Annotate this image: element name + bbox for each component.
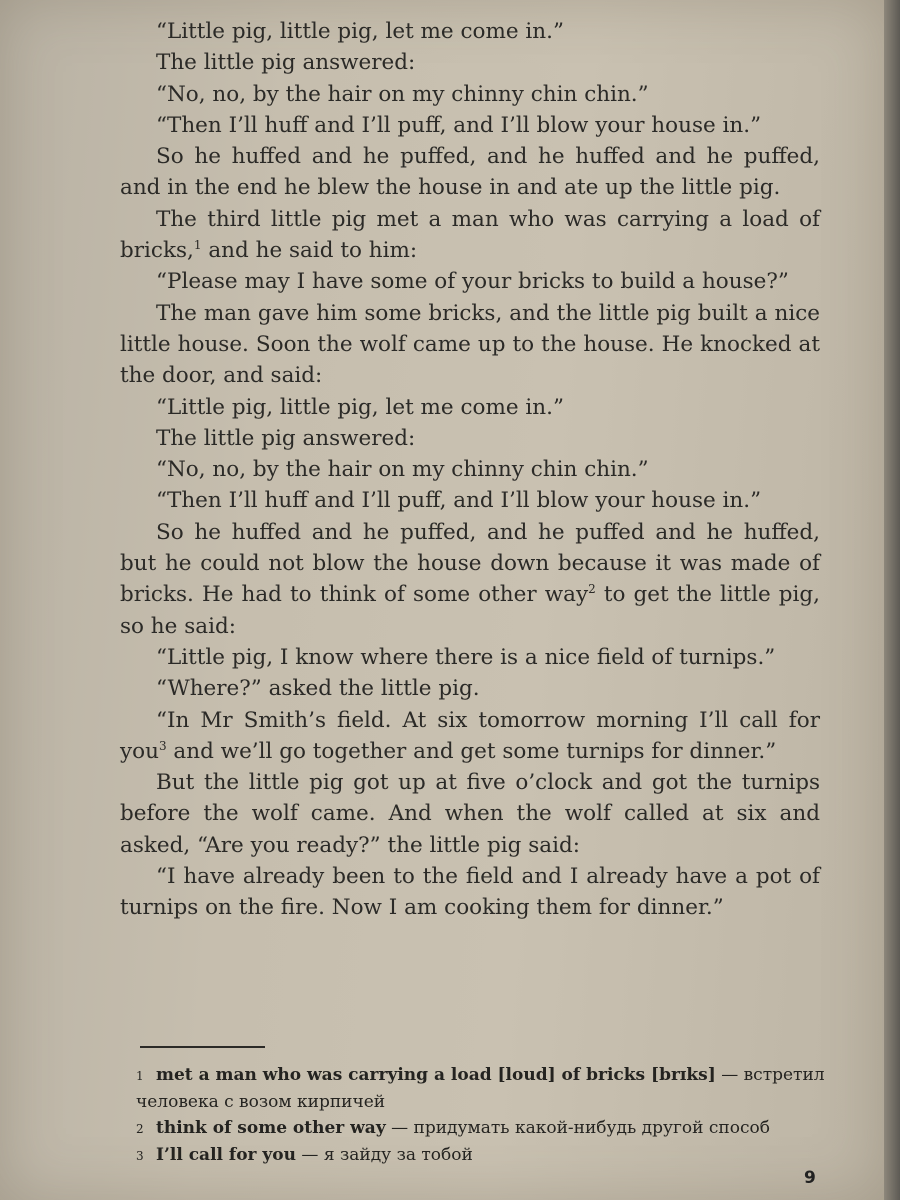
footnote xyxy=(136,1062,826,1115)
footnote-translation: — я зайду за тобой xyxy=(296,1145,473,1165)
paragraph: “Then I’ll huff and I’ll puff, and I’ll blow your house in.” xyxy=(156,112,762,138)
paragraph: “Little pig, little pig, let me come in.” xyxy=(156,19,564,44)
paragraph: “Little pig, I know where there is a nice field of turnips.” xyxy=(156,644,776,670)
paragraph: “Little pig, little pig, let me come in.” xyxy=(156,394,564,420)
paragraph xyxy=(120,705,820,768)
footnote-phrase: met a man who was carrying a load [loud] of bricks [brɪks] xyxy=(156,1065,716,1085)
paragraph-text: So he huffed and he puffed, and he puffed and he huffed, but he could not blow the house down because it was made of bricks. He had to think of some other way xyxy=(120,519,820,608)
page-number: 9 xyxy=(804,1168,816,1188)
footnote-phrase: think of some other way xyxy=(156,1118,386,1138)
footnote-ref: 2 xyxy=(588,582,596,597)
paragraph: The man gave him some bricks, and the little pig built a nice little house. Soon the wolf came up to the house. He knocked at the door, and said: xyxy=(120,300,820,389)
footnote-phrase: I’ll call for you xyxy=(156,1145,297,1165)
footnote xyxy=(136,1142,826,1169)
paragraph-text: The third little pig met a man who was carrying a load of bricks, xyxy=(120,206,820,264)
footnote-number: 1 xyxy=(136,1069,144,1083)
paragraph-text: and we’ll go together and get some turnips for dinner.” xyxy=(166,738,777,764)
footnote-translation: — придумать какой-нибудь другой способ xyxy=(385,1118,770,1138)
footnote-translation: — встретил человека с возом кирпичей xyxy=(136,1065,825,1112)
footnote-ref: 3 xyxy=(158,738,167,753)
page-edge xyxy=(884,0,900,1200)
paragraph: The little pig answered: xyxy=(156,425,416,451)
paragraph: But the little pig got up at five o’clock and got the turnips before the wolf came. And when the wolf called at six and asked, “Are you ready?” the little pig said: xyxy=(120,770,820,858)
footnote-number: 2 xyxy=(136,1122,144,1136)
paragraph-text: and he said to him: xyxy=(201,238,418,264)
story-text xyxy=(120,16,820,924)
paragraph: So he huffed and he puffed, and he huffed and he puffed, and in the end he blew the house in and ate up the little pig. xyxy=(120,144,820,201)
footnote-ref: 1 xyxy=(193,237,202,252)
paragraph-text: “In Mr Smith’s field. At six tomorrow morning I’ll call for you xyxy=(120,707,820,764)
paragraph: “Then I’ll huff and I’ll puff, and I’ll blow your house in.” xyxy=(156,488,762,514)
paragraph: “I have already been to the field and I already have a pot of turnips on the fire. Now I am cooking them for dinner.” xyxy=(120,864,820,921)
footnotes xyxy=(136,1062,826,1169)
paragraph: “No, no, by the hair on my chinny chin chin.” xyxy=(156,81,649,107)
paragraph: “No, no, by the hair on my chinny chin chin.” xyxy=(156,457,649,483)
paragraph: The little pig answered: xyxy=(156,50,416,76)
paragraph: “Where?” asked the little pig. xyxy=(156,676,480,702)
footnote-divider xyxy=(140,1046,265,1048)
paragraph: “Please may I have some of your bricks to build a house?” xyxy=(156,269,789,295)
footnote xyxy=(136,1115,826,1142)
paragraph-text: to get the little pig, so he said: xyxy=(120,582,820,639)
paragraph xyxy=(120,204,820,267)
paragraph xyxy=(120,517,820,642)
footnote-number: 3 xyxy=(136,1149,144,1163)
